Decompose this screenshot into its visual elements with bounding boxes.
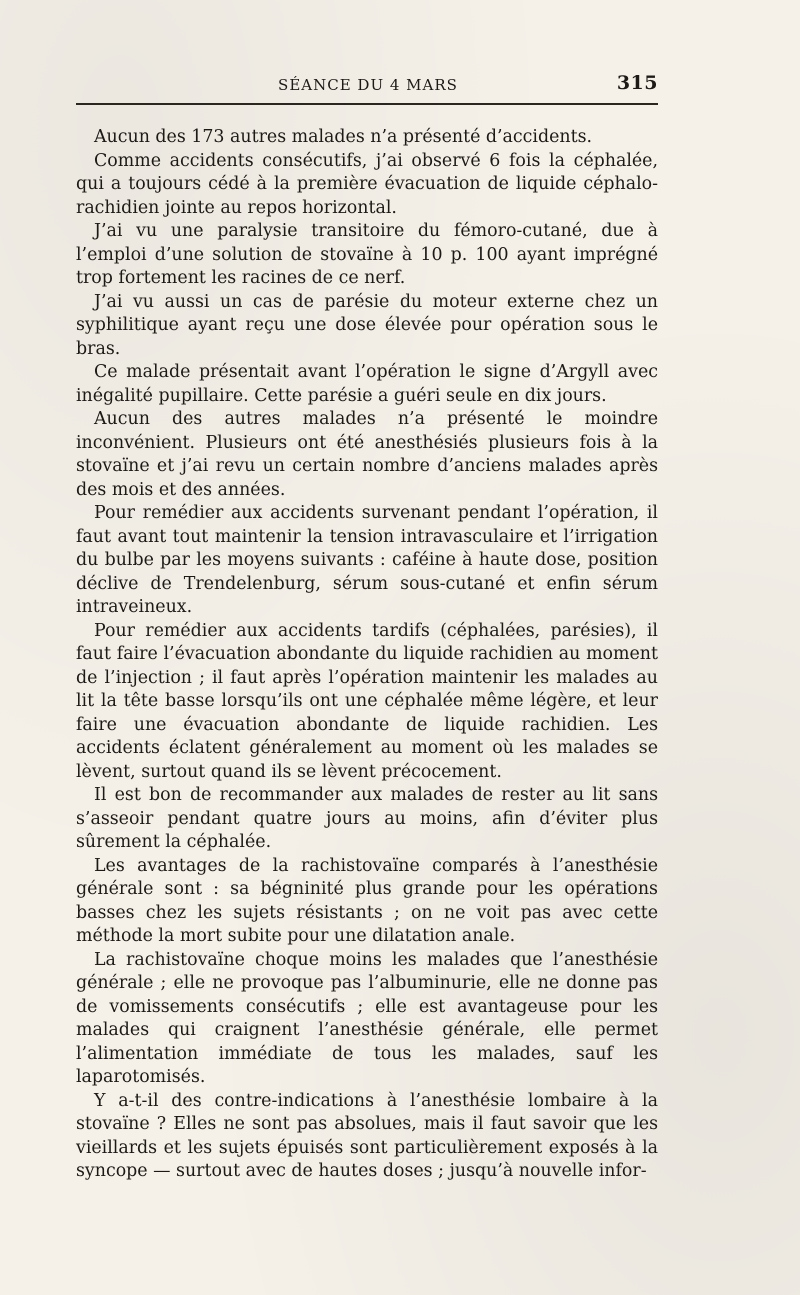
page-number: 315 bbox=[616, 72, 658, 94]
paragraph: Pour remédier aux accidents survenant pendant l’opération, il faut avant tout maintenir la tension intravasculaire et l’irrigation du bulbe par les moyens suivants : caféine à haute dose, position déclive de Trendelenburg, sérum sous-cutané et enfin sérum intraveineux. bbox=[76, 503, 658, 617]
header-rule bbox=[76, 103, 658, 105]
paragraph: Comme accidents consécutifs, j’ai observé 6 fois la céphalée, qui a toujours cédé à la première évacuation de liquide céphalo-rachidien jointe au repos horizontal. bbox=[76, 150, 658, 218]
paragraph: Aucun des autres malades n’a présenté le moindre inconvénient. Plusieurs ont été anesthésiés plusieurs fois à la stovaïne et j’ai revu un certain nombre d’anciens malades après des mois et des années. bbox=[76, 409, 658, 500]
body-text bbox=[76, 126, 658, 1184]
paragraph: La rachistovaïne choque moins les malades que l’anesthésie générale ; elle ne provoque pas l’albuminurie, elle ne donne pas de vomissements consécutifs ; elle est avantageuse pour les malades qui craignent l’anesthésie générale, elle permet l’alimentation immédiate de tous les malades, sauf les laparotomisés. bbox=[76, 949, 658, 1087]
paragraph: Il est bon de recommander aux malades de rester au lit sans s’asseoir pendant quatre jours au moins, afin d’éviter plus sûrement la céphalée. bbox=[76, 785, 658, 852]
paragraph: Y a-t-il des contre-indications à l’anesthésie lombaire à la stovaïne ? Elles ne sont pas absolues, mais il faut savoir que les vieillards et les sujets épuisés sont particulièrement exposés à la syncope — surtout avec de hautes doses ; jusqu’à nouvelle infor- bbox=[76, 1090, 658, 1181]
paragraph: J’ai vu aussi un cas de parésie du moteur externe chez un syphilitique ayant reçu une dose élevée pour opération sous le bras. bbox=[76, 291, 658, 359]
paragraph: Pour remédier aux accidents tardifs (céphalées, parésies), il faut faire l’évacuation abondante du liquide rachidien au moment de l’injection ; il faut après l’opération maintenir les malades au lit la tête basse lorsqu’ils ont une céphalée même légère, et leur faire une évacuation abondante de liquide rachidien. Les accidents éclatent généralement au moment où les malades se lèvent, surtout quand ils se lèvent précocement. bbox=[76, 620, 658, 782]
paragraph: Les avantages de la rachistovaïne comparés à l’anesthésie générale sont : sa bégninité plus grande pour les opérations basses chez les sujets résistants ; on ne voit pas avec cette méthode la mort subite pour une dilatation anale. bbox=[76, 855, 658, 946]
paragraph: Aucun des 173 autres malades n’a présenté d’accidents. bbox=[94, 127, 593, 147]
running-head: SÉANCE DU 4 MARS bbox=[278, 76, 458, 94]
paragraph: Ce malade présentait avant l’opération le signe d’Argyll avec inégalité pupillaire. Cette parésie a guéri seule en dix jours. bbox=[76, 362, 658, 406]
paragraph: J’ai vu une paralysie transitoire du fémoro-cutané, due à l’emploi d’une solution de stovaïne à 10 p. 100 ayant imprégné trop fortement les racines de ce nerf. bbox=[76, 221, 658, 288]
page-header bbox=[78, 70, 658, 98]
